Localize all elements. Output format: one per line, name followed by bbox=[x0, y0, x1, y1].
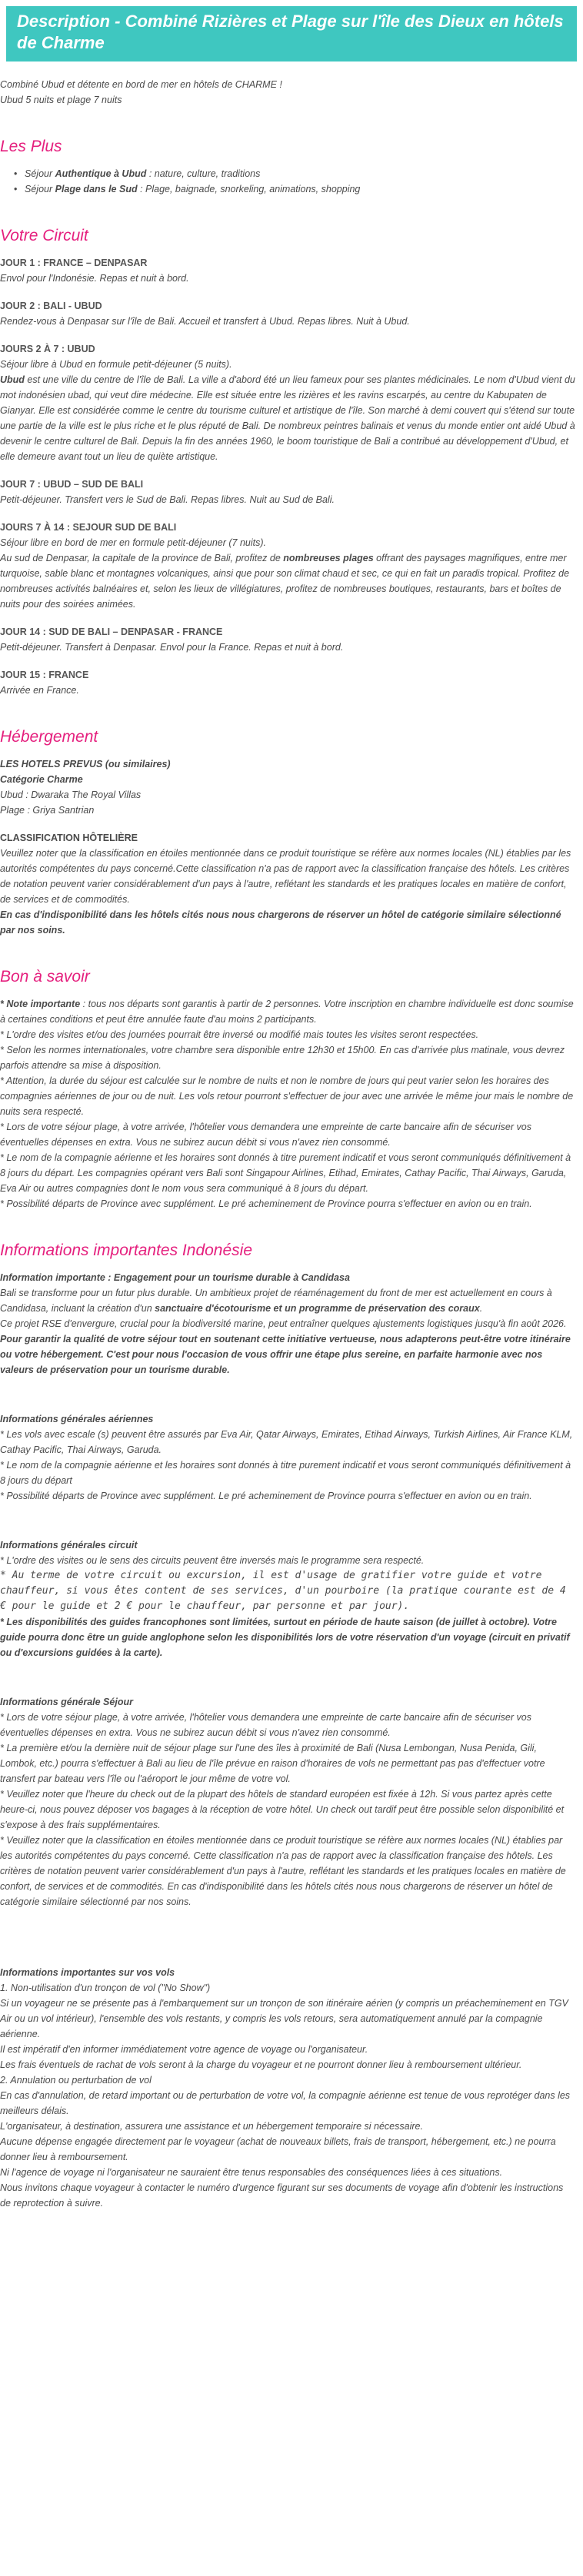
spacer bbox=[0, 1922, 575, 1943]
day-description-text: est une ville du centre de l'île de Bali. La ville a d'abord été un lieu fameux pour ses plantes médicinales. Le nom d'Ubud vient du mot indonésien ubad, qui veut dire médecine. Elle est située entre les rizières et les ravins escarpés, au centre du Kabupaten de Gianyar. Elle est considérée comme le centre du tourisme culturel et artistique de l'île. Son marché à demi couvert qui s'étend sur toute une partie de la ville est le plus riche et le plus réputé de Bali. De nombreux peintres balinais et venus du monde entier ont aidé Ubud à devenir le centre culturel de Bali. Depuis la fin des années 1960, le boom touristique de Bali a contribué au développement d'Ubud, et elle demeure avant tout un lieu de quiète artistique. bbox=[0, 374, 575, 462]
circuit-info-guides: * Les disponibilités des guides francophones sont limitées, surtout en période de haute saison (de juillet à octobre). Votre guide pourra donc être un guide anglophone selon les disponibilités lors de votre réservation d'un voyage (circuit en privatif ou d'excursions guidées à la carte). bbox=[0, 1617, 570, 1658]
day-text: Séjour libre en bord de mer en formule petit-déjeuner (7 nuits). bbox=[0, 537, 267, 548]
sejour-line: * Veuillez noter que l'heure du check out de la plupart des hôtels de standard européen est fixée à 12h. Si vous partez après cette heure-ci, nous pouvez déposer vos bagages à la réception de votre hôtel. Un check out tardif peut être possible selon disponibilité et s'expose à des frais supplémentaires. bbox=[0, 1789, 565, 1830]
vols-line: 2. Annulation ou perturbation de vol bbox=[0, 2075, 152, 2086]
day-description-text: offrant des paysages magnifiques, entre mer turquoise, sable blanc et montagnes volcaniques, ainsi que pour son climat chaud et sec, ce qui en fait un paradis tropical. Profitez de nombreuses activités balnéaires et, selon les lieux de villégiatures, profitez de nombreuses boutiques, restaurants, bars et boîtes de nuits pour des soirées animées. bbox=[0, 553, 570, 610]
bon-line: * L'ordre des visites et/ou des journées pourrait être inversé ou modifié mais toutes les visites seront respectées. bbox=[0, 1029, 479, 1040]
day-title: JOUR 15 : FRANCE bbox=[0, 670, 89, 680]
classification-note: En cas d'indisponibilité dans les hôtels cités nous nous chargerons de réserver un hôtel de catégorie similaire sélectionné par nos soins. bbox=[0, 909, 561, 936]
day-1 bbox=[0, 255, 575, 286]
plus-list bbox=[14, 166, 575, 197]
section-heading-plus: Les Plus bbox=[0, 138, 62, 155]
vols-line: Il est impératif d'en informer immédiatement votre agence de voyage ou l'organisateur. bbox=[0, 2044, 368, 2055]
engagement-text bbox=[0, 1285, 575, 1316]
engagement-text-bold: sanctuaire d'écotourisme et un programme de préservation des coraux bbox=[155, 1303, 480, 1314]
sejour-line: * Veuillez noter que la classification en étoiles mentionnée dans ce produit touristique se réfère aux normes locales (NL) établies par les autorités compétentes du pays concerné. Cette classification n'a pas de rapport avec la classification française des hôtels. Les critères de notation peuvent varier considérablement d'un pays à l'autre, reflétant les standards et les pratiques locales en matière de confort, de services et de commodités. En cas d'indisponibilité dans les hôtels cités nous nous chargerons de réserver un hôtel de catégorie similaire sélectionné par nos soins. bbox=[0, 1835, 566, 1907]
engagement-block bbox=[0, 1270, 575, 1378]
content bbox=[0, 77, 583, 2211]
vols-line: Si un voyageur ne se présente pas à l'embarquement sur un tronçon de son itinéraire aérien (y compris un préacheminement en TGV Air ou un vol intérieur), l'ensemble des vols restants, y compris les vols retours, sera automatiquement annulé par la compagnie aérienne. bbox=[0, 1998, 568, 2039]
circuit-days bbox=[0, 255, 575, 698]
intro-line-2: Ubud 5 nuits et plage 7 nuits bbox=[0, 95, 122, 105]
plus-item bbox=[14, 166, 575, 181]
important-note-label: * Note importante bbox=[0, 999, 81, 1009]
bon-a-savoir-block bbox=[0, 996, 575, 1212]
day-description-text: Au sud de Denpasar, la capitale de la province de Bali, profitez de bbox=[0, 553, 284, 563]
classification-text: Veuillez noter que la classification en étoiles mentionnée dans ce produit touristique se réfère aux normes locales (NL) établies par les autorités compétentes du pays concerné.Cette classification n'a pas de rapport avec la classification française des hôtels. Les critères de notation peuvent varier considérablement d'un pays à l'autre, reflétant les standards et les pratiques locales en matière de confort, de services et de commodités. bbox=[0, 848, 571, 905]
plus-item-rest: : nature, culture, traditions bbox=[146, 168, 261, 179]
engagement-title: Information importante : Engagement pour un tourisme durable à Candidasa bbox=[0, 1272, 350, 1283]
sejour-line: * Lors de votre séjour plage, à votre arrivée, l'hôtelier vous demandera une empreinte de carte bancaire afin de sécuriser vos éventuelles dépenses en extra. Vous ne subirez aucun débit si vous n'avez rien consommé. bbox=[0, 1712, 531, 1738]
intro-line-1: Combiné Ubud et détente en bord de mer en hôtels de CHARME ! bbox=[0, 79, 282, 90]
day-text: Séjour libre à Ubud en formule petit-déjeuner (5 nuits). bbox=[0, 359, 232, 370]
section-heading-circuit: Votre Circuit bbox=[0, 227, 88, 244]
classification-block bbox=[0, 830, 575, 938]
day-description bbox=[0, 550, 575, 612]
vols-line: Les frais éventuels de rachat de vols seront à la charge du voyageur et ne pourront donner lieu à remboursement ultérieur. bbox=[0, 2059, 522, 2070]
rse-text-a: Ce projet RSE d'envergure, crucial pour la biodiversité marine, peut entraîner quelques ajustements logistiques jusqu'à fin août 2026. bbox=[0, 1318, 567, 1329]
day-description-bold: nombreuses plages bbox=[283, 553, 374, 563]
aeriennes-line: * Possibilité départs de Province avec supplément. Le pré acheminement de Province pourra s'effectuer en avion ou en train. bbox=[0, 1491, 532, 1501]
important-note-text: : tous nos départs sont garantis à partir de 2 personnes. Votre inscription en chambre individuelle est donc soumise à certaines conditions et peut être annulée faute d'au moins 2 participants. bbox=[0, 999, 574, 1025]
vols-line: En cas d'annulation, de retard important ou de perturbation de votre vol, la compagnie aérienne est tenue de vous reprotéger dans les meilleurs délais. bbox=[0, 2090, 571, 2116]
plus-item bbox=[14, 181, 575, 197]
plus-item-rest: : Plage, baignade, snorkeling, animations, shopping bbox=[137, 184, 361, 194]
page-title: Description - Combiné Rizières et Plage sur l'île des Dieux en hôtels de Charme bbox=[6, 6, 577, 61]
circuit-info-line: * L'ordre des visites ou le sens des circuits peuvent être inversés mais le programme sera respecté. bbox=[0, 1555, 425, 1566]
engagement-text-a: Bali se transforme pour un futur plus durable. Un ambitieux projet de réaménagement du front de mer est actuellement en cours à Candidasa, incluant la création d'un bbox=[0, 1288, 552, 1314]
classification-title: CLASSIFICATION HÔTELIÈRE bbox=[0, 833, 138, 843]
day-15 bbox=[0, 667, 575, 698]
day-text: Petit-déjeuner. Transfert vers le Sud de Bali. Repas libres. Nuit au Sud de Bali. bbox=[0, 494, 335, 505]
day-text: Petit-déjeuner. Transfert à Denpasar. Envol pour la France. Repas et nuit à bord. bbox=[0, 642, 344, 653]
plus-item-bold: Plage dans le Sud bbox=[55, 184, 138, 194]
vols-line: Nous invitons chaque voyageur à contacter le numéro d'urgence figurant sur ses documents de voyage afin d'obtenir les instructions de reprotection à suivre. bbox=[0, 2182, 564, 2209]
spacer bbox=[0, 1673, 575, 1694]
plus-item-lead: Séjour bbox=[25, 168, 55, 179]
section-heading-informations: Informations importantes Indonésie bbox=[0, 1241, 253, 1259]
aeriennes-title: Informations générales aériennes bbox=[0, 1414, 154, 1424]
day-title: JOUR 14 : SUD DE BALI – DENPASAR - FRANCE bbox=[0, 627, 223, 637]
spacer bbox=[0, 1943, 575, 1965]
rse-text-bold: Pour garantir la qualité de votre séjour tout en soutenant cette initiative vertueuse, nous adapterons peut-être votre itinéraire ou votre hébergement. C'est pour nous l'occasion de vous offrir une étape plus sereine, en parfaite harmonie avec nos valeurs de préservation pour un tourisme durable. bbox=[0, 1334, 571, 1375]
aeriennes-line: * Le nom de la compagnie aérienne et les horaires sont donnés à titre purement indicatif et vous seront communiqués définitivement à 8 jours du départ bbox=[0, 1460, 571, 1486]
plus-item-lead: Séjour bbox=[25, 184, 55, 194]
sejour-block bbox=[0, 1694, 575, 1910]
day-7 bbox=[0, 477, 575, 507]
bon-line: * Possibilité départs de Province avec supplément. Le pré acheminement de Province pourra s'effectuer en avion ou en train. bbox=[0, 1198, 532, 1209]
vols-block bbox=[0, 1965, 575, 2211]
circuit-info-title: Informations générales circuit bbox=[0, 1540, 138, 1551]
spacer bbox=[0, 1516, 575, 1537]
day-7-14 bbox=[0, 520, 575, 612]
section-heading-bon-a-savoir: Bon à savoir bbox=[0, 968, 90, 986]
day-2 bbox=[0, 298, 575, 329]
day-description-bold: Ubud bbox=[0, 374, 25, 385]
circuit-info-tip: * Au terme de votre circuit ou excursion, il est d'usage de gratifier votre guide et votre chauffeur, si vous êtes content de ses services, d'un pourboire (la pratique courante est de 4 € pour le guide et 2 € pour le chauffeur, par personne et par jour). bbox=[0, 1570, 566, 1612]
important-note bbox=[0, 996, 575, 1027]
hotels-category: Catégorie Charme bbox=[0, 774, 83, 785]
bon-line: * Le nom de la compagnie aérienne et les horaires sont donnés à titre purement indicatif et vous seront communiqués définitivement à 8 jours du départ. Les compagnies opérant vers Bali sont Singapour Airlines, Etihad, Emirates, Cathay Pacific, Thai Airways, Garuda, Eva Air ou autres compagnies dont le nom vous sera communiqué à 8 jours du départ. bbox=[0, 1152, 571, 1194]
day-title: JOUR 1 : FRANCE – DENPASAR bbox=[0, 258, 148, 268]
day-title: JOURS 7 À 14 : SEJOUR SUD DE BALI bbox=[0, 522, 177, 533]
aeriennes-line: * Les vols avec escale (s) peuvent être assurés par Eva Air, Qatar Airways, Emirates, Etihad Airways, Turkish Airlines, Air France KLM, Cathay Pacific, Thai Airways, Garuda. bbox=[0, 1429, 573, 1455]
hotel-plage: Plage : Griya Santrian bbox=[0, 805, 95, 816]
day-description bbox=[0, 372, 575, 464]
hotel-ubud: Ubud : Dwaraka The Royal Villas bbox=[0, 789, 142, 800]
day-title: JOUR 7 : UBUD – SUD DE BALI bbox=[0, 479, 144, 490]
engagement-text-b: . bbox=[479, 1303, 483, 1314]
hotels-block bbox=[0, 756, 575, 818]
day-text: Rendez-vous à Denpasar sur l'île de Bali. Accueil et transfert à Ubud. Repas libres. Nuit à Ubud. bbox=[0, 316, 410, 327]
hotels-title: LES HOTELS PREVUS (ou similaires) bbox=[0, 759, 171, 769]
bon-line: * Attention, la durée du séjour est calculée sur le nombre de nuits et non le nombre de jours qui peut varier selon les horaires des compagnies aériennes de jour ou de nuit. Les vols retour pourront s'effectuer de jour avec une arrivée le même jour mais le nombre de nuits sera respecté. bbox=[0, 1075, 574, 1117]
day-2-7 bbox=[0, 341, 575, 464]
day-title: JOUR 2 : BALI - UBUD bbox=[0, 301, 102, 311]
rse-text bbox=[0, 1316, 575, 1378]
day-text: Arrivée en France. bbox=[0, 685, 79, 696]
day-title: JOURS 2 À 7 : UBUD bbox=[0, 344, 95, 354]
vols-line: 1. Non-utilisation d'un tronçon de vol ("No Show") bbox=[0, 1983, 211, 1993]
plus-item-bold: Authentique à Ubud bbox=[55, 168, 147, 179]
page bbox=[0, 6, 583, 2254]
bon-line: * Selon les normes internationales, votre chambre sera disponible entre 12h30 et 15h00. En cas d'arrivée plus matinale, vous devrez parfois attendre sa mise à disposition. bbox=[0, 1045, 565, 1071]
sejour-title: Informations générale Séjour bbox=[0, 1697, 133, 1707]
bon-line: * Lors de votre séjour plage, à votre arrivée, l'hôtelier vous demandera une empreinte de carte bancaire afin de sécuriser vos éventuelles dépenses en extra. Vous ne subirez aucun débit si vous n'avez rien consommé. bbox=[0, 1122, 531, 1148]
sejour-line: * La première et/ou la dernière nuit de séjour plage sur l'une des îles à proximité de Bali (Nusa Lembongan, Nusa Penida, Gili, Lombok, etc.) pourra s'effectuer à Bali au lieu de l'île prévue en raison d'horaires de vols ne permettant pas pas d'effectuer votre transfert par bateau vers l'île ou l'aéroport le jour même de votre vol. bbox=[0, 1743, 545, 1784]
section-heading-hebergement: Hébergement bbox=[0, 728, 98, 746]
day-14 bbox=[0, 624, 575, 655]
vols-line: Aucune dépense engagée directement par le voyageur (achat de nouveaux billets, frais de transport, hébergement, etc.) ne pourra donner lieu à remboursement. bbox=[0, 2136, 556, 2162]
day-text: Envol pour l'Indonésie. Repas et nuit à bord. bbox=[0, 273, 189, 284]
intro bbox=[0, 77, 575, 108]
aeriennes-block bbox=[0, 1411, 575, 1504]
vols-title: Informations importantes sur vos vols bbox=[0, 1967, 175, 1978]
spacer bbox=[0, 1390, 575, 1411]
circuit-info-block bbox=[0, 1537, 575, 1660]
vols-line: Ni l'agence de voyage ni l'organisateur ne sauraient être tenus responsables des conséquences liées à ces situations. bbox=[0, 2167, 503, 2178]
vols-line: L'organisateur, à destination, assurera une assistance et un hébergement temporaire si nécessaire. bbox=[0, 2121, 423, 2132]
